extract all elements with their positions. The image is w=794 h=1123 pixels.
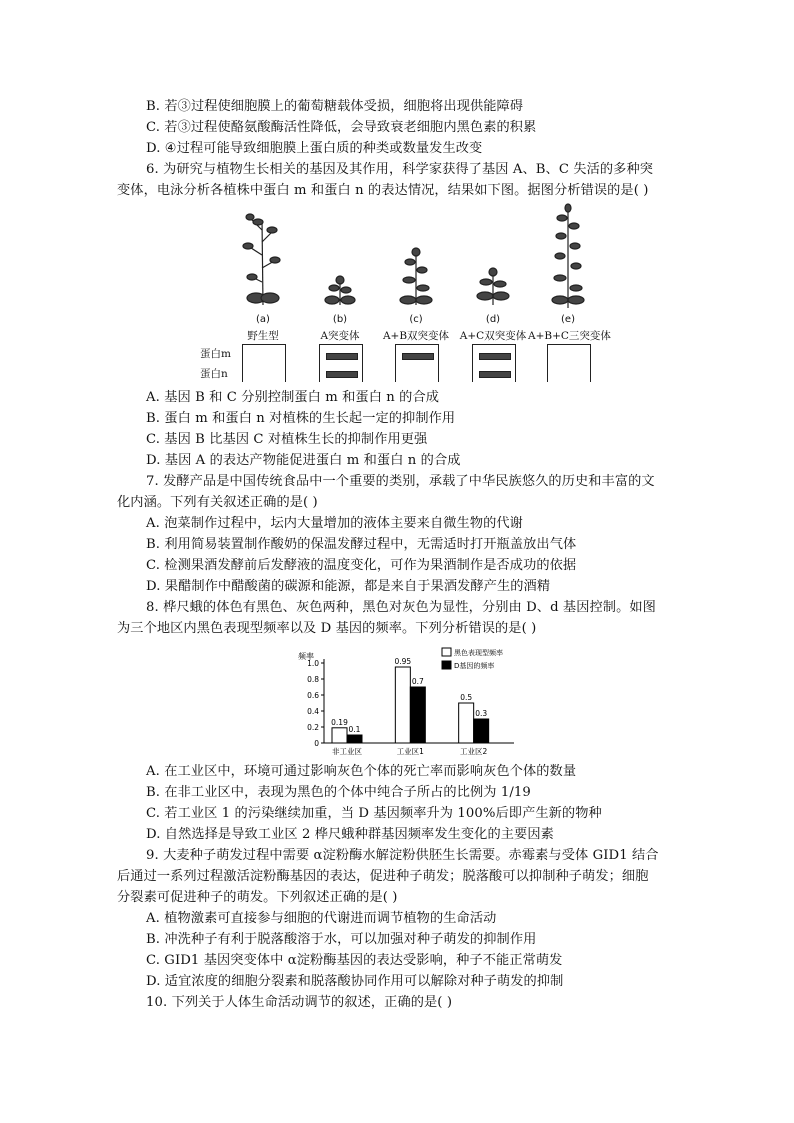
panel-letter-c: (c) — [409, 314, 423, 325]
gel-lane-c — [395, 344, 439, 382]
question-9-stem-3: 分裂素可促进种子的萌发。下列叙述正确的是( ) — [117, 890, 398, 905]
category-label: 非工业区 — [332, 747, 362, 756]
bar-d-gene-2 — [474, 719, 489, 743]
row-label-protein-m: 蛋白m — [200, 348, 231, 360]
option-9c: C. GID1 基因突变体中 α淀粉酶基因的表达受影响，种子不能正常萌发 — [146, 953, 563, 968]
y-tick-label: 0.8 — [307, 675, 319, 684]
option-9d: D. 适宜浓度的细胞分裂素和脱落酸协同作用可以解除对种子萌发的抑制 — [146, 974, 564, 989]
gel-lane-e — [547, 344, 591, 382]
bar-black-phenotype-0 — [332, 728, 347, 743]
bar-d-gene-1 — [410, 687, 425, 743]
option-8c: C. 若工业区 1 的污染继续加重，当 D 基因频率升为 100%后即产生新的物种 — [146, 806, 602, 821]
panel-letter-e: (e) — [561, 314, 575, 325]
strain-name-d: A+C双突变体 — [459, 330, 527, 342]
band-m-b — [326, 353, 358, 360]
moth-frequency-chart — [292, 640, 522, 760]
plant-d-icon — [477, 268, 509, 305]
plant-a-icon — [243, 214, 280, 305]
band-m-c — [402, 353, 434, 360]
option-7c: C. 检测果酒发酵前后发酵液的温度变化，可作为果酒制作是否成功的依据 — [146, 558, 577, 573]
strain-name-c: A+B双突变体 — [382, 330, 450, 342]
y-tick-label: 0.4 — [307, 707, 319, 716]
question-9-stem-1: 9. 大麦种子萌发过程中需要 α淀粉酶水解淀粉供胚生长需要。赤霉素与受体 GID1 结合 — [146, 848, 659, 863]
legend-label-0: 黑色表现型频率 — [454, 649, 503, 657]
option-5b: B. 若③过程使细胞膜上的葡萄糖载体受损，细胞将出现供能障碍 — [146, 99, 524, 114]
category-label: 工业区2 — [460, 747, 488, 756]
plant-c-icon — [400, 248, 432, 305]
data-label: 0.1 — [348, 725, 361, 734]
row-label-protein-n: 蛋白n — [200, 368, 228, 380]
option-6b: B. 蛋白 m 和蛋白 n 对植株的生长起一定的抑制作用 — [146, 411, 456, 426]
gel-lane-a — [242, 344, 286, 382]
option-8a: A. 在工业区中，环境可通过影响灰色个体的死亡率而影响灰色个体的数量 — [146, 764, 577, 779]
question-10-stem: 10. 下列关于人体生命活动调节的叙述，正确的是( ) — [146, 995, 453, 1010]
question-6-stem-1: 6. 为研究与植物生长相关的基因及其作用，科学家获得了基因 A、B、C 失活的多种突 — [146, 162, 654, 177]
question-6-stem-2: 变体，电泳分析各植株中蛋白 m 和蛋白 n 的表达情况，结果如下图。据图分析错误的是( ) — [117, 183, 649, 198]
data-label: 0.95 — [394, 657, 412, 666]
band-m-d — [479, 353, 511, 360]
panel-letter-b: (b) — [332, 314, 348, 325]
panel-letter-d: (d) — [485, 314, 501, 325]
question-8-stem-2: 为三个地区内黑色表现型频率以及 D 基因的频率。下列分析错误的是( ) — [117, 621, 537, 636]
data-label: 0.5 — [460, 693, 473, 702]
data-label: 0.19 — [331, 717, 348, 727]
option-8b: B. 在非工业区中，表现为黑色的个体中纯合子所占的比例为 1/19 — [146, 785, 531, 800]
question-7-stem-2: 化内涵。下列有关叙述正确的是( ) — [117, 495, 318, 510]
option-9a: A. 植物激素可直接参与细胞的代谢进而调节植物的生命活动 — [146, 911, 497, 926]
bar-black-phenotype-1 — [395, 667, 410, 743]
question-7-stem-1: 7. 发酵产品是中国传统食品中一个重要的类别，承载了中华民族悠久的历史和丰富的文 — [146, 474, 655, 489]
category-label: 工业区1 — [396, 747, 424, 756]
data-label: 0.3 — [475, 709, 488, 718]
y-axis-label: 频率 — [298, 652, 314, 661]
option-7b: B. 利用简易装置制作酸奶的保温发酵过程中，无需适时打开瓶盖放出气体 — [146, 537, 577, 552]
option-5d: D. ④过程可能导致细胞膜上蛋白质的种类或数量发生改变 — [146, 141, 483, 156]
legend-label-1: D基因的频率 — [454, 662, 495, 670]
bar-black-phenotype-2 — [459, 703, 474, 743]
panel-letter-a: (a) — [256, 314, 270, 325]
strain-name-e: A+B+C三突变体 — [528, 330, 611, 342]
strain-name-a: 野生型 — [247, 330, 279, 342]
question-8-stem-1: 8. 桦尺蛾的体色有黑色、灰色两种，黑色对灰色为显性，分别由 D、d 基因控制。如图 — [146, 600, 656, 615]
option-9b: B. 冲洗种子有利于脱落酸溶于水，可以加强对种子萌发的抑制作用 — [146, 932, 537, 947]
plant-drawings — [200, 200, 620, 315]
option-8d: D. 自然选择是导致工业区 2 桦尺蛾种群基因频率发生变化的主要因素 — [146, 827, 554, 842]
data-label: 0.7 — [411, 677, 424, 686]
bar-d-gene-0 — [347, 735, 362, 743]
y-tick-label: 0.6 — [307, 691, 319, 700]
option-6d: D. 基因 A 的表达产物能促进蛋白 m 和蛋白 n 的合成 — [146, 453, 461, 468]
plant-mutant-figure — [200, 200, 620, 390]
option-6a: A. 基因 B 和 C 分别控制蛋白 m 和蛋白 n 的合成 — [146, 390, 440, 405]
legend-swatch-1 — [442, 661, 451, 669]
gel-lane-b — [319, 344, 363, 382]
y-tick-label: 0 — [314, 739, 319, 748]
plant-b-icon — [325, 276, 355, 305]
option-7a: A. 泡菜制作过程中，坛内大量增加的液体主要来自微生物的代谢 — [146, 516, 523, 531]
y-tick-label: 0.2 — [307, 723, 319, 732]
question-9-stem-2: 后通过一系列过程激活淀粉酶基因的表达，促进种子萌发；脱落酸可以抑制种子萌发；细胞 — [117, 869, 649, 884]
gel-lane-d — [472, 344, 516, 382]
legend-swatch-0 — [442, 648, 451, 656]
y-tick-label: 1.0 — [307, 659, 319, 668]
plant-e-icon — [552, 204, 584, 308]
strain-name-b: A突变体 — [320, 330, 360, 342]
band-n-d — [479, 371, 511, 378]
option-6c: C. 基因 B 比基因 C 对植株生长的抑制作用更强 — [146, 432, 428, 447]
option-7d: D. 果醋制作中醋酸菌的碳源和能源，都是来自于果酒发酵产生的酒精 — [146, 579, 551, 594]
band-n-b — [326, 371, 358, 378]
option-5c: C. 若③过程使酪氨酸酶活性降低，会导致衰老细胞内黑色素的积累 — [146, 120, 537, 135]
